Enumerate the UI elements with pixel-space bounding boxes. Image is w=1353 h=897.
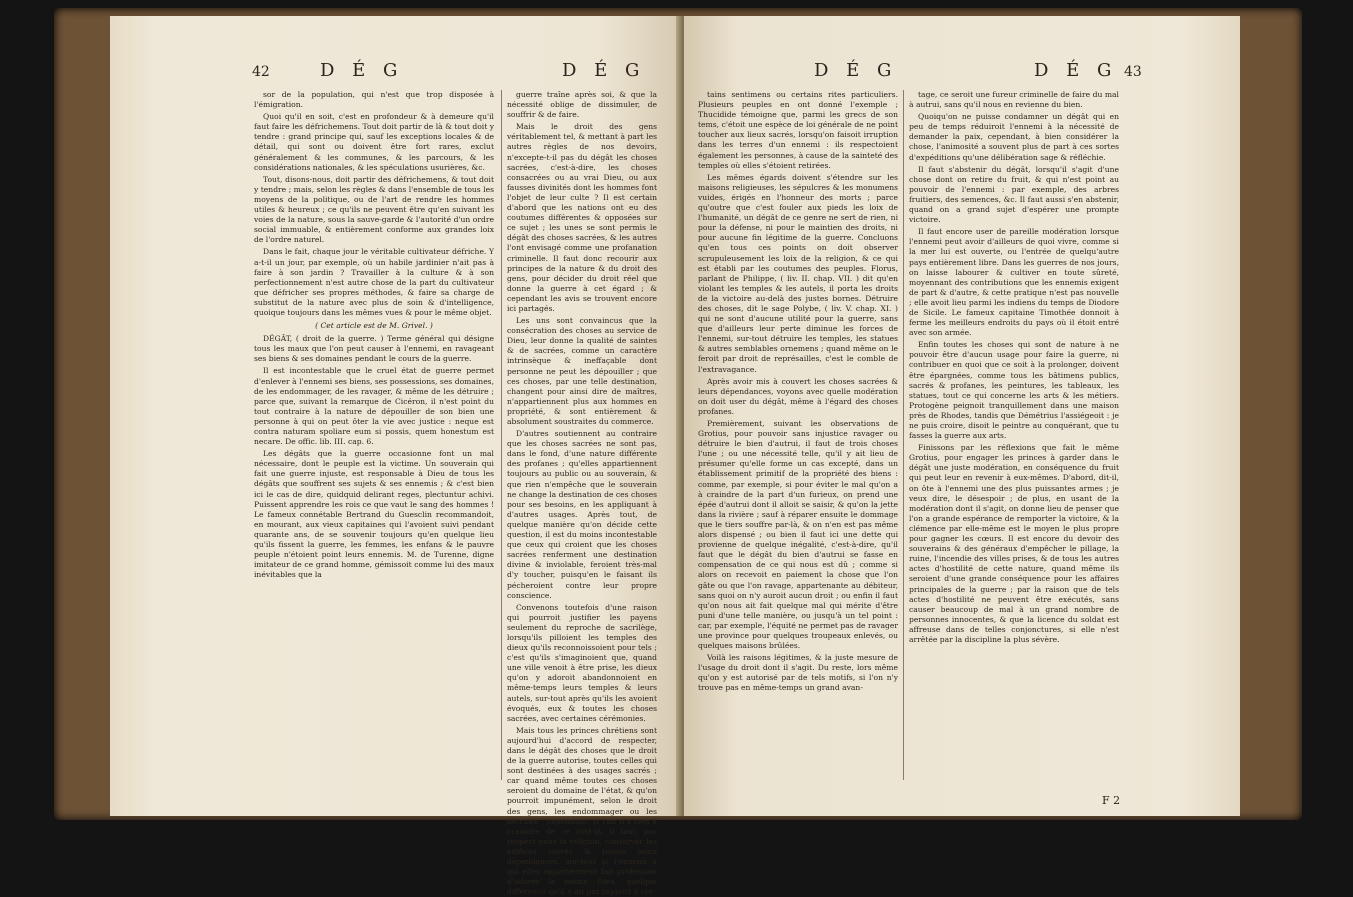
running-head: D É G: [814, 60, 898, 81]
paragraph: Convenons toutefois d'une raison qui pourroit justifier les payens seulement du reproche de sacrilège, lorsqu'ils pilloient les temples des dieux qu'ils reconnoissoient pour tels ; c'est qu'ils s'imaginoient que, quand une ville venoit à être prise, les dieux qu'on y adoroit abandonnoient en même-temps leurs temples & leurs autels, sur-tout après qu'ils les avoient évoqués, eux & toutes les choses sacrées, avec certaines cérémonies.: [507, 602, 657, 723]
running-head: D É G: [320, 60, 404, 81]
paragraph: Il faut encore user de pareille modération lorsque l'ennemi peut avoir d'ailleurs de quoi vivre, comme si la mer lui est ouverte, ou l'entrée de quelqu'autre pays entièrement libre. Dans les guerres de nos jours, on laisse labourer & cultiver en toute sûreté, moyennant des contributions que les ennemis exigent de part & d'autre, & cette pratique n'est pas nouvelle ; elle avoit lieu parmi les indiens du temps de Diodore de Sicile. Le fameux capitaine Timothée donnoit à ferme les meilleurs endroits du pays où il étoit entré avec son armée.: [909, 227, 1119, 338]
paragraph: Enfin toutes les choses qui sont de nature à ne pouvoir être d'aucun usage pour faire la guerre, ni contribuer en quoi que ce soit à la prolonger, doivent être épargnées, comme tous les bâtimens publics, sacrés & profanes, les peintures, les tableaux, les statues, tout ce qui concerne les arts & les métiers. Protogène peignoit tranquillement dans une maison près de Rhodes, tandis que Démétrius l'assiégeoit : je ne puis croire, disoit le peintre au conquérant, que tu fasses la guerre aux arts.: [909, 340, 1119, 441]
left-page: [110, 16, 682, 897]
paragraph: Tout, disons-nous, doit partir des défrichemens, & tout doit y tendre ; mais, selon les règles & dans l'ensemble de tous les moyens de la politique, ou de l'art de rendre les hommes utiles & heureux ; ce qu'ils ne peuvent être qu'en suivant les voies de la nature, sous la sauve-garde & l'autorité d'un ordre social immuable, & entièrement conforme aux grandes loix de l'ordre naturel.: [254, 174, 494, 245]
text-column-2: [909, 90, 1119, 790]
column-rule: [501, 90, 502, 780]
paragraph: Voilà les raisons légitimes, & la juste mesure de l'usage du droit dont il s'agit. Du reste, lors même qu'on y est autorisé par de tels motifs, si l'on n'y trouve pas en même-temps un grand avan-: [698, 653, 898, 693]
book-spread: [110, 16, 1240, 897]
paragraph: sor de la population, qui n'est que trop disposée à l'émigration.: [254, 90, 494, 110]
paragraph: Après avoir mis à couvert les choses sacrées & leurs dépendances, voyons avec quelle modération on doit user du dégât, même à l'égard des choses profanes.: [698, 376, 898, 416]
paragraph: tage, ce seroit une fureur criminelle de faire du mal à autrui, sans qu'il nous en revienne du bien.: [909, 90, 1119, 110]
paragraph: Les dégâts que la guerre occasionne font un mal nécessaire, dont le peuple est la victime. Un souverain qui fait une guerre injuste, est responsable à Dieu de tous les dégâts que souffrent ses sujets & ses ennemis ; & c'est bien ici le cas de dire, quidquid delirant reges, plectuntur achivi. Puissent apprendre les rois ce que vaut le sang des hommes ! Le fameux connétable Bertrand du Guesclin recommandoit, en mourant, aux vieux capitaines qui l'avoient suivi pendant quarante ans, de se souvenir toujours qu'en quelque lieu qu'ils fissent la guerre, les femmes, les enfans & le pauvre peuple n'étoient point leurs ennemis. M. de Turenne, digne imitateur de ce grand homme, gémissoit comme lui des maux inévitables que la: [254, 449, 494, 580]
signature-mark: F 2: [1102, 794, 1121, 807]
text-column-1: [254, 90, 494, 790]
paragraph: Il est incontestable que le cruel état de guerre permet d'enlever à l'ennemi ses biens, ses possessions, ses domaines, de les endommager, de les ravager, & même de les détruire ; parce que, suivant la remarque de Cicéron, il n'est point du tout contraire à la nature de dépouiller de son bien une personne à qui on peut ôter la vie avec justice : neque est contra naturam spoliare eum si possis, quem honestum est necare. De offic. lib. III. cap. 6.: [254, 366, 494, 447]
running-head: D É G: [1034, 60, 1118, 81]
paragraph: D'autres soutiennent au contraire que les choses sacrées ne sont pas, dans le fond, d'une nature différente des profanes ; qu'elles appartiennent toujours au public ou au souverain, & que rien n'empêche que le souverain ne change la destination de ces choses pour ses besoins, en les appliquant à d'autres usages. Après tout, de quelque manière qu'on décide cette question, il est du moins incontestable que ceux qui croient que les choses sacrées renferment une destination divine & inviolable, feroient très-mal d'y toucher, puisqu'en le faisant ils pécheroient contre leur propre conscience.: [507, 429, 657, 600]
paragraph: Quoiqu'on ne puisse condamner un dégât qui en peu de temps réduiroit l'ennemi à la nécessité de demander la paix, cependant, à bien considérer la chose, l'animosité a souvent plus de part à ces sortes d'expéditions qu'une délibération sage & réfléchie.: [909, 112, 1119, 162]
column-rule: [903, 90, 904, 780]
paragraph: Mais le droit des gens véritablement tel, & mettant à part les autres règles de nos devoirs, n'excepte-t-il pas du dégât les choses sacrées, c'est-à-dire, les choses consacrées ou au vrai Dieu, ou aux fausses divinités dont les hommes font l'objet de leur culte ? Il est certain d'abord que les nations ont eu des coutumes différentes & opposées sur ce sujet ; les unes se sont permis le dégât des choses sacrées, & les autres l'ont envisagé comme une profanation criminelle. Il faut donc recourir aux principes de la nature & du droit des gens, pour décider du droit réel que donne la guerre à cet égard ; & cependant les avis se trouvent encore ici partagés.: [507, 122, 657, 313]
right-page: [684, 16, 1240, 816]
text-column-2: [507, 90, 657, 897]
paragraph: Les mêmes égards doivent s'étendre sur les maisons religieuses, les sépulcres & les monumens vuides, érigés en l'honneur des morts ; parce qu'outre que c'est fouler aux pieds les loix de l'humanité, un dégât de ce genre ne sert de rien, ni pour la défense, ni pour le maintien des droits, ni pour aucune fin légitime de la guerre. Concluons qu'en tous ces points on doit observer scrupuleusement les loix de la religion, & ce qui est établi par les coutumes des peuples. Florus, parlant de Philippe, ( liv. II. chap. VII. ) dit qu'en violant les temples & les autels, il porta les droits de la victoire au-delà des justes bornes. Détruire des choses, dit le sage Polybe, ( liv. V. chap. XI. ) qui ne sont d'aucune utilité pour la guerre, sans que d'ailleurs leur perte diminue les forces de l'ennemi, sur-tout détruire les temples, les statues & autres semblables ornemens ; quand même on le feroit par droit de représailles, c'est le comble de l'extravagance.: [698, 172, 898, 374]
page-number: 42: [252, 64, 270, 80]
paragraph: DÉGÂT, ( droit de la guerre. ) Terme général qui désigne tous les maux que l'on peut causer à l'ennemi, en ravageant ses biens & ses domaines pendant le cours de la guerre.: [254, 334, 494, 364]
text-column-1: [698, 90, 898, 790]
paragraph: guerre traîne après soi, & que la nécessité oblige de dissimuler, de souffrir & de faire.: [507, 90, 657, 120]
running-head: D É G: [562, 60, 646, 81]
paragraph: tains sentimens ou certains rites particuliers. Plusieurs peuples en ont donné l'exemple ; Thucidide témoigne que, parmi les grecs de son tems, c'étoit une espèce de loi générale de ne point toucher aux lieux sacrés, lorsqu'on faisoit irruption dans les terres d'un ennemi : ils respectoient également les personnes, à cause de la sainteté des temples où elles s'étoient retirées.: [698, 90, 898, 170]
paragraph: Il faut s'abstenir du dégât, lorsqu'il s'agit d'une chose dont on retire du fruit, & qui n'est point au pouvoir de l'ennemi : par exemple, des arbres fruitiers, des semences, &c. Il faut aussi s'en abstenir, quand on a grand sujet d'espérer une prompte victoire.: [909, 164, 1119, 225]
paragraph: Dans le fait, chaque jour le véritable cultivateur défriche. Y a-t-il un jour, par exemple, où un habile jardinier n'ait pas à faire à son jardin ? Travailler à la culture & à son perfectionnement n'est autre chose de la part du cultivateur que défricher ses propres méthodes, & faire sa charge de substitut de la nature avec plus de soin & d'intelligence, quoique toujours dans les mêmes vues & pour le même objet.: [254, 247, 494, 317]
paragraph: Mais tous les princes chrétiens sont aujourd'hui d'accord de respecter, dans le dégât des choses que le droit de la guerre autorise, toutes celles qui sont destinées à des usages sacrés ; car quand même toutes ces choses seroient du domaine de l'état, & qu'on pourroit impunément, selon le droit des gens, les endommager ou les détruire ; cependant, si l'on n'a rien à craindre de ce côté-là, il faut, par respect pour la religion, conserver les édifices sacrés & toutes leurs dépendances, sur-tout si l'ennemi à qui elles appartiennent fait profession d'adorer le même Dieu, quelque différence qu'il y ait par rapport à cer-: [507, 725, 657, 897]
paragraph: Quoi qu'il en soit, c'est en profondeur & à demeure qu'il faut faire les défrichemens. Tout doit partir de là & tout doit y tendre : grand principe qui, sauf les exceptions locales & de détail, qui sont ou doivent être fort rares, exclut généralement & les communes, & les parcours, & les considérations nationales, & les spéculations usurières, &c.: [254, 112, 494, 172]
author-credit: ( Cet article est de M. Grivel. ): [315, 321, 433, 331]
paragraph: Les uns sont convaincus que la consécration des choses au service de Dieu, leur donne la qualité de saintes & de sacrées, comme un caractère intrinsèque & ineffaçable dont personne ne peut les dépouiller ; que ces choses, par une telle destination, changent pour ainsi dire de maîtres, n'appartiennent plus aux hommes en propriété, & sont entièrement & absolument soustraites du commerce.: [507, 316, 657, 426]
paragraph: Premièrement, suivant les observations de Grotius, pour pouvoir sans injustice ravager ou détruire le bien d'autrui, il faut de trois choses l'une ; ou une nécessité telle, qu'il y ait lieu de présumer qu'elle forme un cas excepté, dans un établissement primitif de la propriété des biens : comme, par exemple, si pour éviter le mal qu'on a à craindre de la part d'un furieux, on prend une épée d'autrui dont il alloit se saisir, & qu'on la jette dans la rivière ; sauf à réparer ensuite le dommage que le tiers souffre par-là, & on n'en est pas même alors dispensé ; ou bien il faut ici une dette qui provienne de quelque inégalité, c'est-à-dire, qu'il faut que le dégât du bien d'autrui se fasse en compensation de ce qui nous est dû ; comme si alors on recevoit en paiement la chose que l'on gâte ou que l'on ravage, appartenante au débiteur, sans quoi on n'y auroit aucun droit ; ou enfin il faut qu'on nous ait fait quelque mal qui mérite d'être puni d'une telle manière, ou jusqu'à un tel point : car, par exemple, l'équité ne permet pas de ravager une province pour quelques troupeaux enlevés, ou quelques maisons brûlées.: [698, 419, 898, 651]
paragraph: Finissons par les réflexions que fait le même Grotius, pour engager les princes à garder dans le dégât une juste modération, en conséquence du fruit qui peut leur en revenir à eux-mêmes. D'abord, dit-il, on ôte à l'ennemi une des plus puissantes armes ; je veux dire, le désespoir ; de plus, en usant de la modération dont il s'agit, on donne lieu de penser que l'on a grande espérance de remporter la victoire, & la clémence par elle-même est le moyen le plus propre pour gagner les cœurs. Il est encore du devoir des souverains & des généraux d'empêcher le pillage, la ruine, l'incendie des villes prises, & de tous les autres actes d'hostilité de cette nature, quand même ils seroient d'une grande conséquence pour les affaires principales de la guerre ; par la raison que de tels actes d'hostilité ne peuvent être exécutés, sans causer beaucoup de mal à un grand nombre de personnes innocentes, & que la licence du soldat est affreuse dans de telles conjonctures, si elle n'est arrêtée par la discipline la plus sévère.: [909, 443, 1119, 644]
page-number: 43: [1124, 64, 1142, 80]
